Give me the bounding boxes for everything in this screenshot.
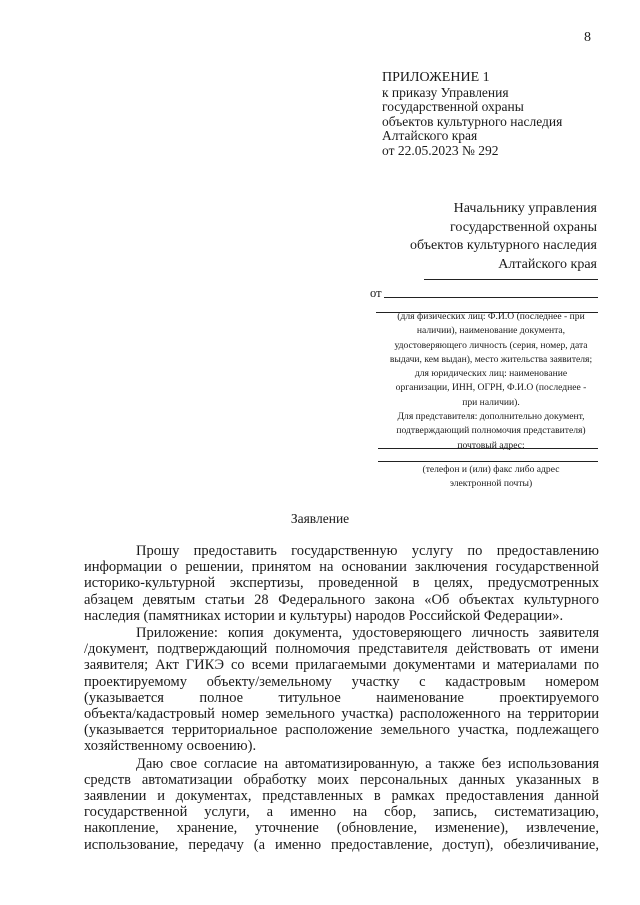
appendix-line: объектов культурного наследия: [382, 113, 563, 129]
addressee-line: Алтайского края: [498, 256, 597, 272]
paragraph: [84, 543, 599, 624]
text-line: использование, передачу (а именно предоставление, доступ), обезличивание,: [84, 836, 599, 853]
appendix-line: к приказу Управления: [382, 84, 509, 100]
appendix-line: от 22.05.2023 № 292: [382, 142, 499, 158]
page-number: 8: [584, 30, 591, 45]
note-line: (для физических лиц: Ф.И.О (последнее - при: [397, 311, 585, 322]
note-line: для юридических лиц: наименование: [414, 368, 568, 380]
note-line: подтверждающий полномочия представителя): [396, 425, 586, 437]
addressee-line: Начальнику управления: [453, 201, 597, 216]
text-line: объекта/кадастровый номер земельного участка) расположенного на территории: [84, 706, 599, 723]
blank-line: [384, 297, 598, 298]
blank-line: [378, 461, 598, 462]
addressee-line: государственной охраны: [449, 219, 597, 235]
note-line: почтовый адрес:: [457, 439, 525, 451]
addressee-line: объектов культурного наследия: [409, 238, 597, 253]
from-label: от: [370, 286, 382, 300]
note-line: Для представителя: дополнительно документ,: [397, 411, 585, 423]
text-line: Даю свое согласие на автоматизированную, а также без использования: [136, 755, 599, 772]
text-line: (указывается территориальное расположение земельного участка, подлежащего: [84, 722, 599, 739]
paragraph: [84, 625, 599, 755]
note-line: при наличии).: [462, 396, 520, 408]
document-body: [84, 543, 599, 853]
blank-line: [424, 279, 598, 280]
text-line: заявителя; Акт ГИКЭ со всеми прилагаемыми документами и материалами по: [84, 657, 599, 674]
paragraph: [84, 756, 599, 853]
text-line: хозяйственному освоению).: [84, 738, 257, 755]
appendix-line: ПРИЛОЖЕНИЕ 1: [382, 70, 490, 85]
appendix-line: Алтайского края: [382, 128, 478, 143]
text-line: Приложение: копия документа, удостоверяющего личность заявителя: [136, 625, 599, 642]
note-line: (телефон и (или) факс либо адрес: [422, 464, 560, 475]
text-line: заявлении и документах, представленных в рамках предоставления данной: [84, 788, 599, 805]
appendix-line: государственной охраны: [382, 99, 524, 114]
text-line: (указывается полное титульное наименование проектируемого: [84, 689, 599, 706]
text-line: средств автоматизации обработку моих персональных данных указанных в: [84, 771, 599, 788]
text-line: накопление, хранение, уточнение (обновление, изменение), извлечение,: [84, 820, 599, 837]
applicant-instructions: [375, 310, 607, 453]
text-line: наследия (памятниках истории и культуры) народов Российской Федерации».: [84, 607, 564, 624]
text-line: Прошу предоставить государственную услугу по предоставлению: [136, 543, 599, 559]
text-line: информации о решении, принятом на основании заключения государственной: [84, 559, 599, 576]
contact-instructions: [375, 463, 607, 492]
note-line: выдачи, кем выдан), место жительства заявителя;: [389, 353, 593, 365]
text-line: /документ, подтверждающий полномочия представителя действовать от имени: [84, 641, 599, 658]
addressee-block: [337, 200, 597, 274]
text-line: историко-культурной экспертизы, проведенной в целях, предусмотренных: [84, 575, 599, 592]
document-title: Заявление: [290, 511, 350, 526]
text-line: проектируемому объекту/земельному участку с кадастровым номером: [84, 673, 599, 690]
note-line: удостоверяющего личность (серия, номер, дата: [394, 339, 588, 351]
appendix-header: [382, 71, 562, 158]
note-line: наличии), наименование документа,: [416, 325, 566, 337]
text-line: абзацем девятым статьи 28 Федерального закона «Об объектах культурного: [84, 591, 599, 608]
blank-line: [378, 448, 598, 449]
note-line: организации, ИНН, ОГРН, Ф.И.О (последнее -: [395, 382, 587, 394]
note-line: электронной почты): [449, 478, 533, 490]
text-line: государственной услуги, а именно на сбор, запись, систематизацию,: [84, 804, 599, 821]
